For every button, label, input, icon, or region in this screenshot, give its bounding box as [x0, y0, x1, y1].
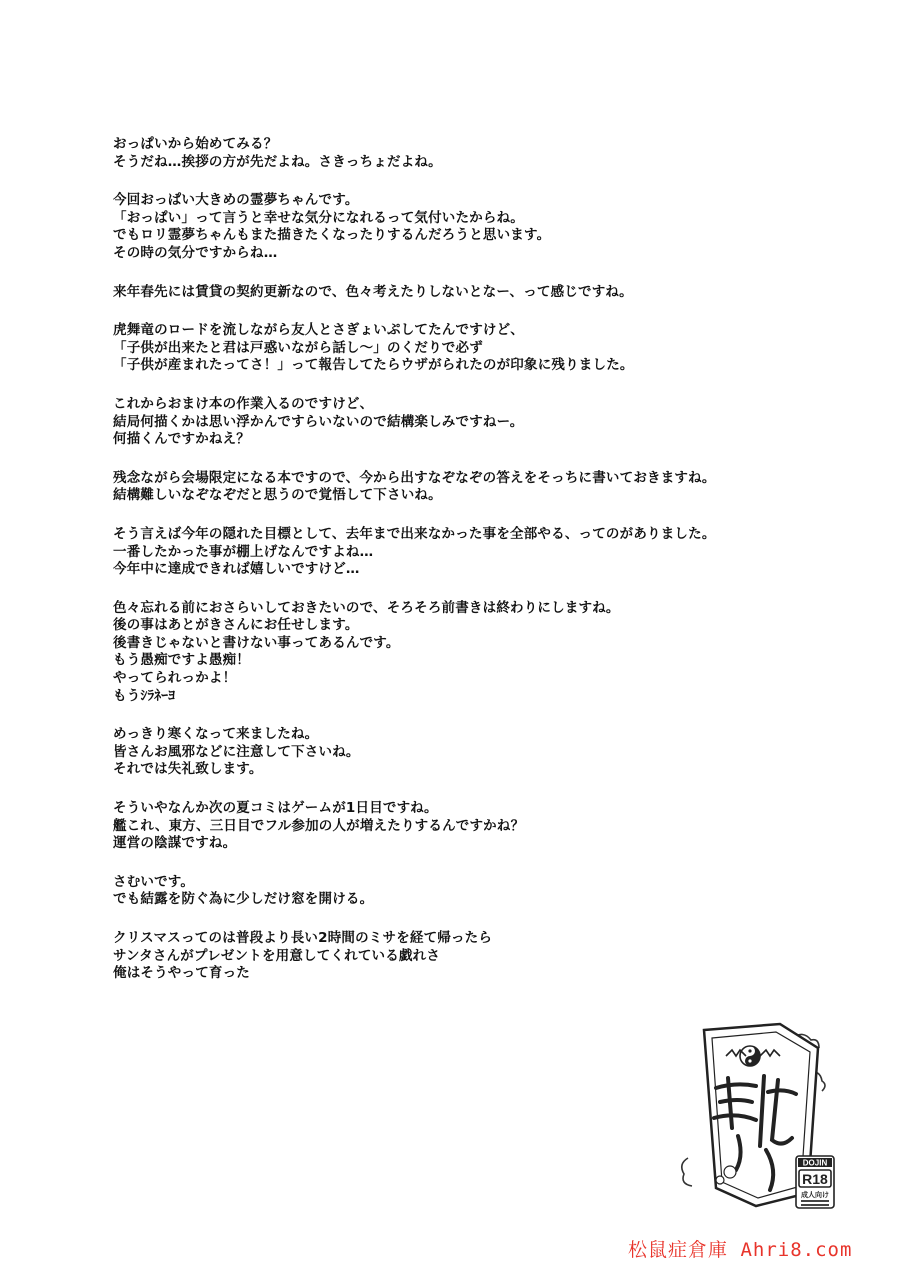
text-line: 虎舞竜のロードを流しながら友人とさぎょいぷしてたんですけど、: [113, 322, 524, 339]
text-line: 来年春先には賃貸の契約更新なので、色々考えたりしないとなー、って感じですね。: [113, 283, 633, 300]
badge-sub-text: 成人向け: [801, 1191, 829, 1199]
circle-logo-icon: [668, 1018, 838, 1218]
text-line: 「子供が出来たと君は戸惑いながら話し～」のくだりで必ず: [113, 339, 483, 356]
paragraph: [113, 874, 833, 909]
paragraph: [113, 322, 833, 375]
text-line: 「子供が産まれたってさ！」って報告してたらウザがられたのが印象に残りました。: [113, 357, 634, 374]
paragraph: [113, 726, 833, 779]
watermark-text: 松鼠症倉庫 Ahri8.com: [628, 1239, 853, 1261]
text-line: そう言えば今年の隠れた目標として、去年まで出来なかった事を全部やる、ってのがありました。: [113, 525, 716, 542]
text-line: 俺はそうやって育った: [113, 965, 250, 982]
text-line: 色々忘れる前におさらいしておきたいので、そろそろ前書きは終わりにしますね。: [113, 599, 620, 616]
text-line: これからおまけ本の作業入るのですけど、: [113, 395, 374, 412]
text-line: 今回おっぱい大きめの霊夢ちゃんです。: [113, 192, 359, 209]
text-line: でも結露を防ぐ為に少しだけ窓を開ける。: [113, 891, 374, 908]
paragraph: [113, 396, 833, 449]
paragraph: [113, 470, 833, 505]
text-line: でもロリ霊夢ちゃんもまた描きたくなったりするんだろうと思います。: [113, 227, 551, 244]
badge-main-text: R18: [802, 1171, 828, 1187]
text-line: さむいです。: [113, 873, 195, 890]
text-line: 後の事はあとがきさんにお任せします。: [113, 617, 359, 634]
text-line: やってられっかよ！: [113, 670, 237, 687]
text-line: そうだね…挨拶の方が先だよね。さきっちょだよね。: [113, 153, 442, 170]
paragraph: [113, 284, 833, 302]
text-line: その時の気分ですからね…: [113, 244, 278, 261]
paragraph: [113, 930, 833, 983]
text-line: 残念ながら会場限定になる本ですので、今から出すなぞなぞの答えをそっちに書いておきますね。: [113, 469, 716, 486]
paragraph: [113, 526, 833, 579]
badge-top-text: DOJIN: [802, 1158, 828, 1168]
paragraph: [113, 600, 833, 706]
paragraph: [113, 136, 833, 171]
text-line: 皆さんお風邪などに注意して下さいね。: [113, 743, 360, 760]
text-line: おっぱいから始めてみる？: [113, 136, 278, 152]
paragraph: [113, 192, 833, 262]
text-line: 何描くんですかねえ？: [113, 431, 250, 448]
text-line: そういやなんか次の夏コミはゲームが1日目ですね。: [113, 800, 438, 817]
text-line: もう愚痴ですよ愚痴！: [113, 652, 250, 669]
text-line: 運営の陰謀ですね。: [113, 835, 237, 852]
text-line: クリスマスってのは普段より長い2時間のミサを経て帰ったら: [113, 930, 493, 946]
text-line: 今年中に達成できれば嬉しいですけど…: [113, 561, 360, 578]
text-line: 「おっぱい」って言うと幸せな気分になれるって気付いたからね。: [113, 209, 524, 226]
text-line: 結局何描くかは思い浮かんですらいないので結構楽しみですねー。: [113, 413, 524, 430]
text-line: めっきり寒くなって来ましたね。: [113, 726, 319, 743]
text-line: 艦これ、東方、三日目でフル参加の人が増えたりするんですかね？: [113, 817, 525, 834]
paragraph: [113, 800, 833, 853]
afterword-text: [113, 136, 833, 1004]
text-line: 後書きじゃないと書けない事ってあるんです。: [113, 634, 400, 651]
circle-logo: [668, 1018, 838, 1218]
text-line: それでは失礼致します。: [113, 761, 263, 778]
text-line: サンタさんがプレゼントを用意してくれている戯れさ: [113, 947, 441, 964]
text-line: 一番したかった事が棚上げなんですよね…: [113, 543, 374, 560]
text-line: もうｼﾗﾈｰﾖ: [113, 687, 176, 704]
text-line: 結構難しいなぞなぞだと思うので覚悟して下さいね。: [113, 487, 442, 504]
